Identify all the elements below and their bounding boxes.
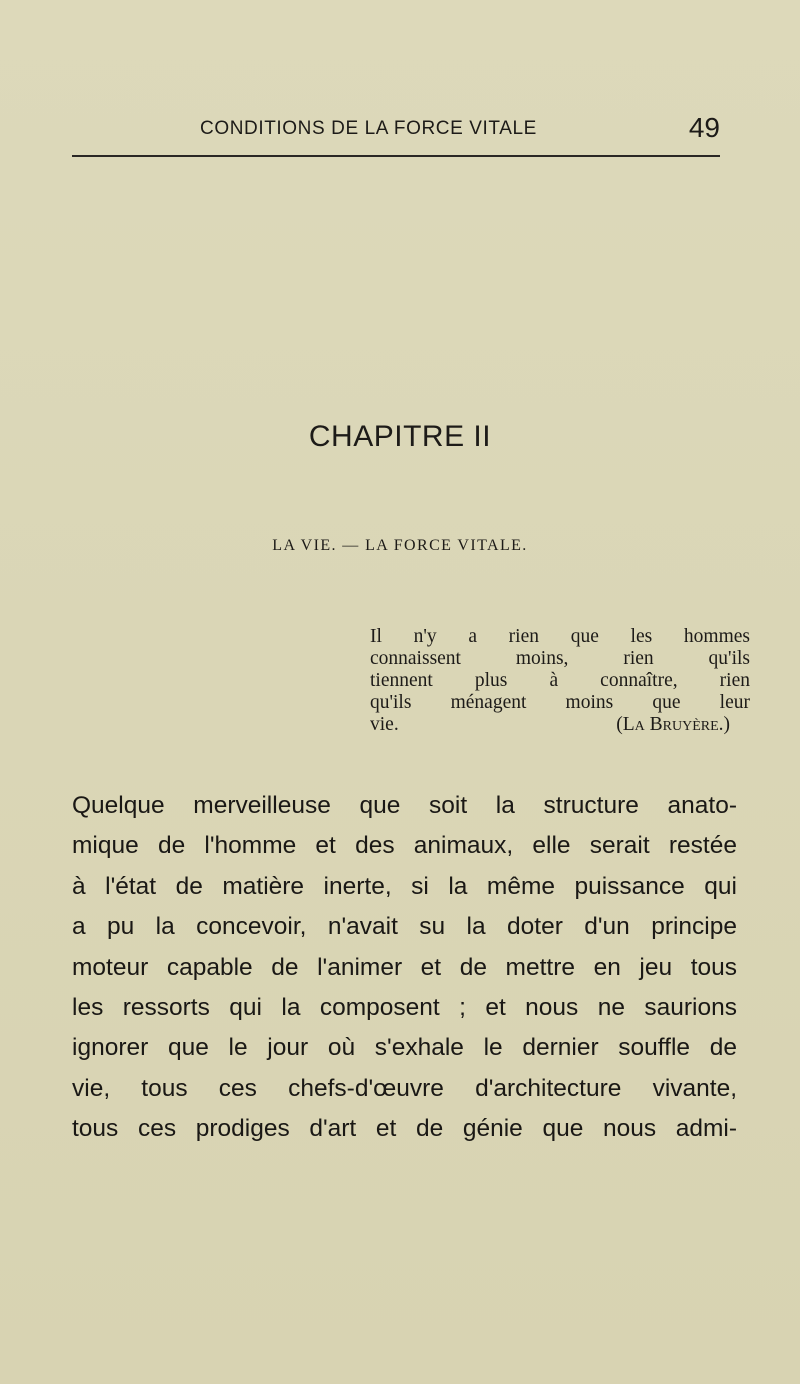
page-number: 49 bbox=[688, 112, 720, 143]
body-line: Quelque merveilleuse que soit la structure anato- bbox=[72, 792, 737, 819]
epigraph-line: qu'ils ménagent moins que leur bbox=[370, 692, 750, 713]
body-line: à l'état de matière inerte, si la même puissance qui bbox=[72, 872, 737, 900]
body-line: moteur capable de l'animer et de mettre en jeu tous bbox=[72, 953, 737, 981]
running-head bbox=[200, 112, 720, 148]
epigraph-line: vie. bbox=[370, 714, 399, 735]
epigraph-line: tiennent plus à connaître, rien bbox=[370, 670, 750, 691]
body-line: ignorer que le jour où s'exhale le dernier souffle de bbox=[72, 1034, 737, 1062]
epigraph bbox=[370, 626, 750, 736]
body-line: tous ces prodiges d'art et de génie que nous admi- bbox=[72, 1115, 737, 1143]
chapter-title: CHAPITRE II bbox=[308, 420, 492, 453]
body-line: vie, tous ces chefs-d'œuvre d'architecture vivante, bbox=[72, 1074, 737, 1102]
epigraph-last-line bbox=[370, 714, 730, 736]
body-line: mique de l'homme et des animaux, elle serait restée bbox=[72, 832, 737, 860]
running-title: CONDITIONS DE LA FORCE VITALE bbox=[200, 118, 537, 139]
epigraph-line: connaissent moins, rien qu'ils bbox=[370, 648, 750, 669]
epigraph-line: Il n'y a rien que les hommes bbox=[370, 626, 750, 647]
body-line: les ressorts qui la composent ; et nous ne saurions bbox=[72, 994, 737, 1022]
header-rule bbox=[72, 155, 720, 157]
chapter-subtitle: LA VIE. — LA FORCE VITALE. bbox=[272, 537, 528, 554]
body-line: a pu la concevoir, n'avait su la doter d'un principe bbox=[72, 913, 737, 941]
body-text bbox=[72, 786, 737, 1150]
epigraph-attribution: (La Bruyère.) bbox=[616, 714, 730, 735]
